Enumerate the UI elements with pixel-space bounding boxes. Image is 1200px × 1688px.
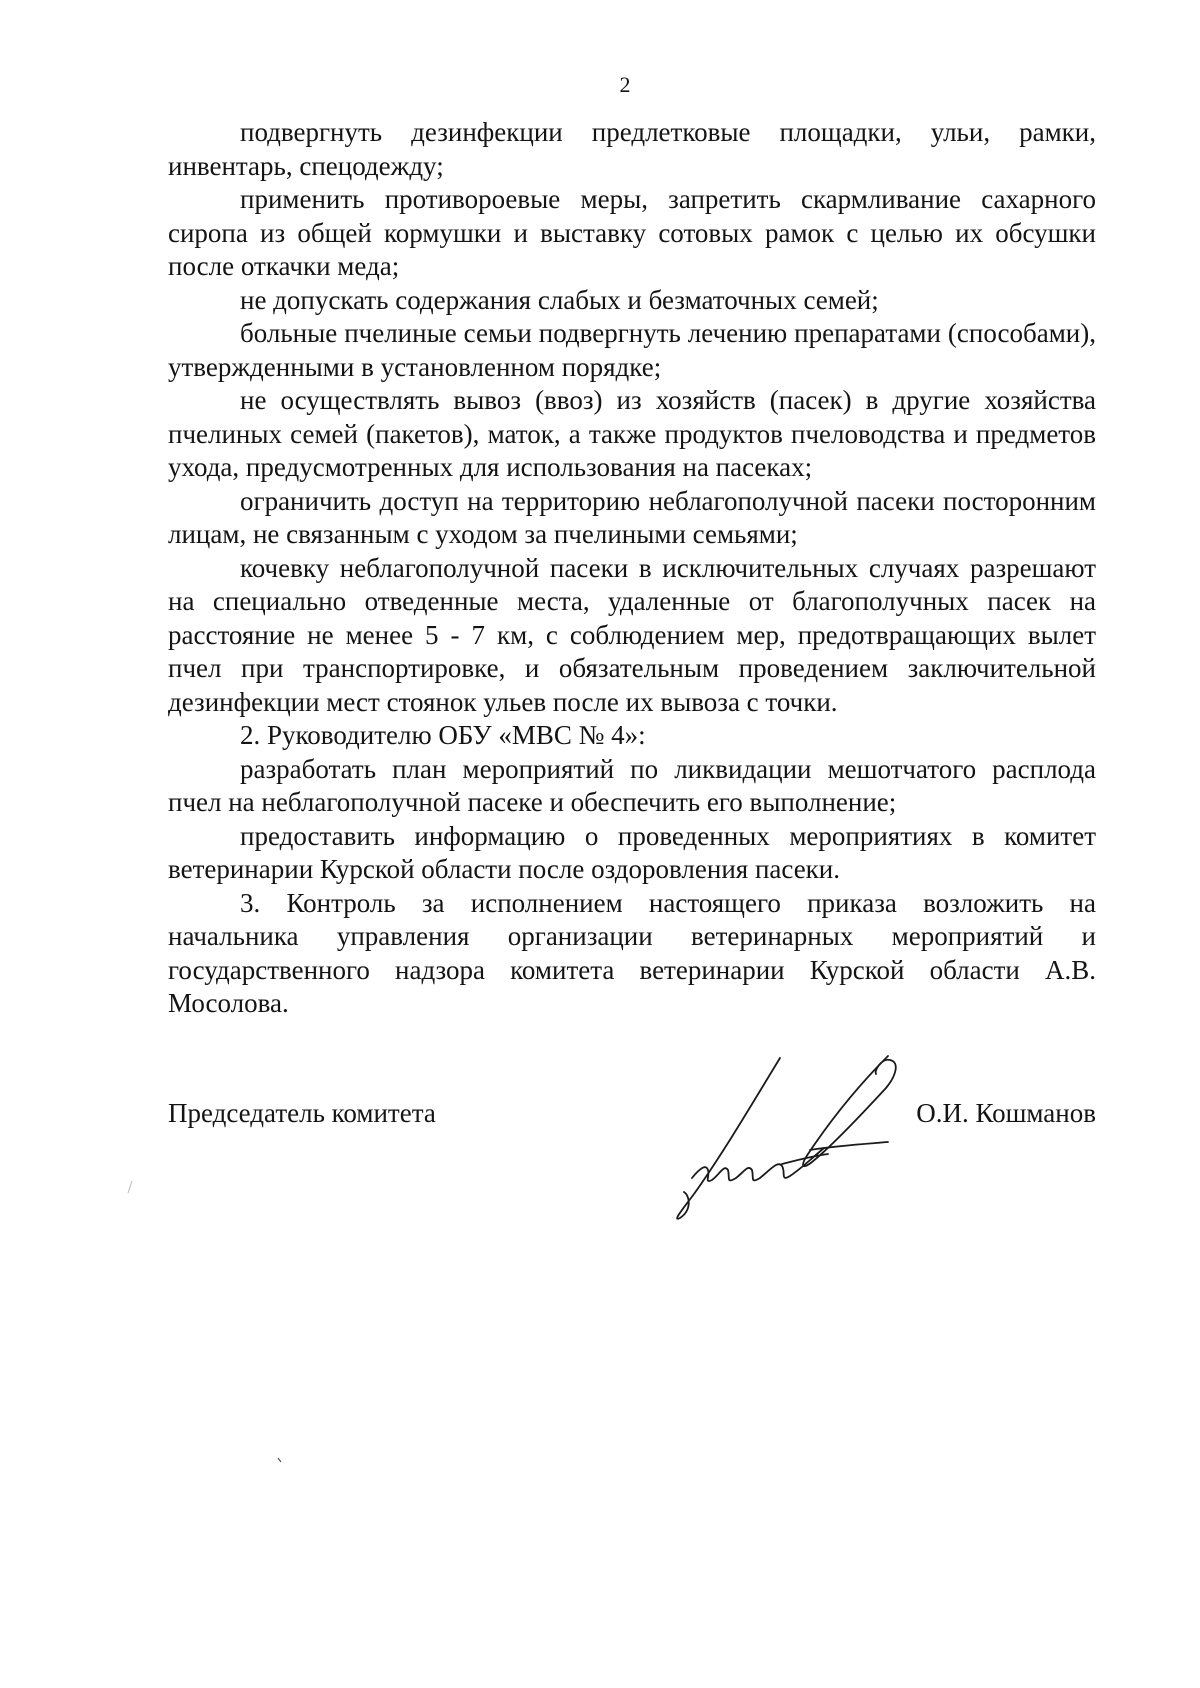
handwritten-signature	[662, 1052, 962, 1232]
paragraph-weak-colonies: не допускать содержания слабых и безматочных семей;	[240, 284, 879, 315]
paragraph-action-plan: разработать план мероприятий по ликвидации мешотчатого расплода пчел на неблагополучной пасеке и обеспечить его выполнение;	[168, 753, 1096, 817]
paragraph-nomadic-relocation: кочевку неблагополучной пасеки в исключительных случаях разрешают на специально отведенные места, удаленные от благополучных пасек на расстояние не менее 5 - 7 км, с соблюдением мер, предотвращающих вылет пчел при транспортировке, и обязательным проведением заключительной дезинфекции мест стоянок ульев после их вывоза с точки.	[168, 552, 1096, 717]
signer-title: Председатель комитета	[168, 1098, 436, 1128]
document-body	[168, 116, 1096, 1021]
page-number: 2	[619, 72, 631, 97]
paragraph-reporting: предоставить информацию о проведенных мероприятиях в комитет ветеринарии Курской области после оздоровления пасеки.	[168, 820, 1096, 884]
paragraph-section-2-heading: 2. Руководителю ОБУ «МВС № 4»:	[240, 720, 646, 750]
paragraph-section-3-control: 3. Контроль за исполнением настоящего приказа возложить на начальника управления организации ветеринарных мероприятий и государственного надзора комитета ветеринарии Курской области А.В. Мосолова.	[168, 887, 1096, 1018]
paragraph-transport-ban: не осуществлять вывоз (ввоз) из хозяйств (пасек) в другие хозяйства пчелиных семей (пакетов), маток, а также продуктов пчеловодства и предметов ухода, предусмотренных для использования на пасеках;	[168, 385, 1096, 482]
paragraph-access-restriction: ограничить доступ на территорию неблагополучной пасеки посторонним лицам, не связанным с уходом за пчелиными семьями;	[168, 485, 1096, 549]
scan-speck	[276, 1456, 284, 1464]
signer-name: О.И. Кошманов	[916, 1098, 1096, 1128]
paragraph-treatment: больные пчелиные семьи подвергнуть лечению препаратами (способами), утвержденными в установленном порядке;	[168, 318, 1096, 382]
paragraph-disinfection: подвергнуть дезинфекции предлетковые площадки, ульи, рамки, инвентарь, спецодежду;	[168, 117, 1096, 181]
paragraph-anti-swarming: применить противороевые меры, запретить скармливание сахарного сиропа из общей кормушки и выставку сотовых рамок с целью их обсушки после откачки меда;	[168, 184, 1096, 281]
scan-mark	[126, 1180, 134, 1194]
